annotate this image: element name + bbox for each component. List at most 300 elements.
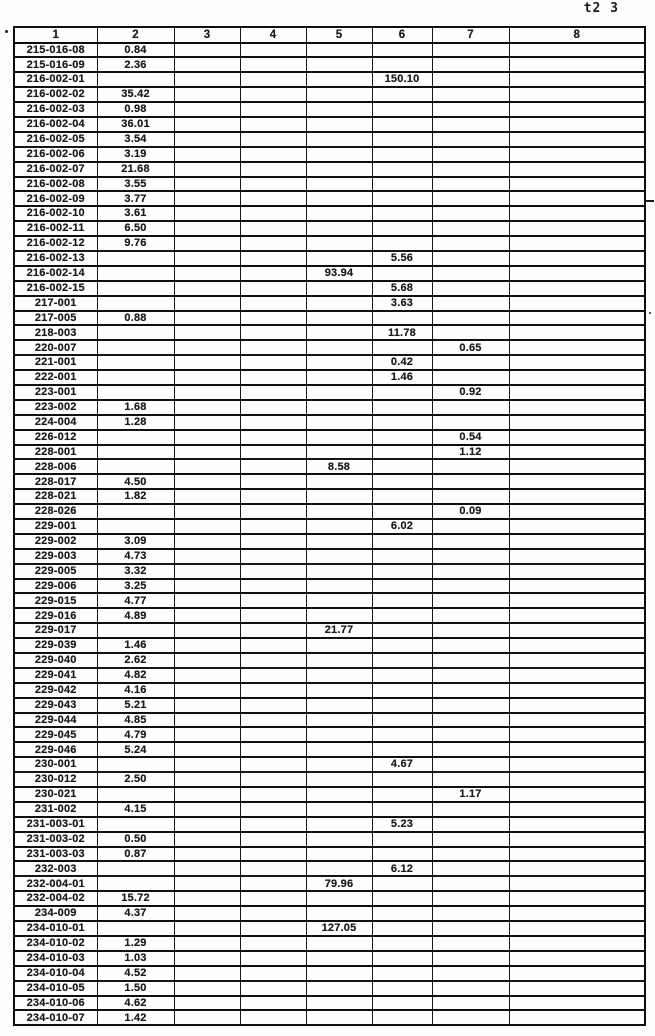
value-cell [306,489,372,504]
value-cell [509,534,645,549]
row-id-cell: 229-017 [14,623,97,638]
value-cell [432,608,509,623]
value-cell [240,981,306,996]
table-row [14,206,645,221]
row-id-cell: 226-012 [14,430,97,445]
value-cell [509,415,645,430]
row-id-cell: 232-003 [14,861,97,876]
row-id-cell: 216-002-11 [14,221,97,236]
value-cell [240,325,306,340]
table-row [14,87,645,102]
row-id-cell: 215-016-09 [14,57,97,72]
value-cell: 8.58 [306,459,372,474]
value-cell [240,966,306,981]
column-header-8: 8 [509,27,645,43]
value-cell [509,653,645,668]
value-cell [372,340,432,355]
value-cell [432,534,509,549]
row-id-cell: 232-004-02 [14,891,97,906]
table-row [14,489,645,504]
table-row [14,742,645,757]
value-cell [372,534,432,549]
value-cell [432,742,509,757]
row-id-cell: 216-002-05 [14,132,97,147]
value-cell [306,742,372,757]
value-cell [509,608,645,623]
row-id-cell: 229-016 [14,608,97,623]
value-cell [306,415,372,430]
row-id-cell: 230-012 [14,772,97,787]
table-row [14,147,645,162]
value-cell: 5.24 [97,742,174,757]
value-cell [174,221,240,236]
value-cell [509,727,645,742]
value-cell [174,474,240,489]
value-cell [306,206,372,221]
value-cell [509,102,645,117]
value-cell [174,757,240,772]
value-cell [509,206,645,221]
table-row [14,921,645,936]
value-cell: 2.36 [97,57,174,72]
value-cell: 4.50 [97,474,174,489]
value-cell [306,340,372,355]
value-cell [432,847,509,862]
value-cell: 4.82 [97,668,174,683]
row-id-cell: 216-002-01 [14,72,97,87]
value-cell [240,653,306,668]
value-cell: 4.15 [97,802,174,817]
value-cell [240,266,306,281]
value-cell [174,415,240,430]
value-cell [306,132,372,147]
value-cell [509,936,645,951]
value-cell [174,981,240,996]
value-cell: 3.32 [97,564,174,579]
value-cell: 127.05 [306,921,372,936]
value-cell [306,1010,372,1025]
table-row [14,355,645,370]
row-id-cell: 216-002-12 [14,236,97,251]
value-cell [509,72,645,87]
value-cell [240,772,306,787]
value-cell [306,370,372,385]
value-cell [240,102,306,117]
column-header-4: 4 [240,27,306,43]
value-cell: 0.42 [372,355,432,370]
value-cell: 0.88 [97,311,174,326]
value-cell [240,489,306,504]
table-body [14,43,645,1026]
value-cell [97,445,174,460]
row-id-cell: 220-007 [14,340,97,355]
value-cell [306,653,372,668]
value-cell [97,921,174,936]
value-cell [306,906,372,921]
value-cell [174,638,240,653]
value-cell [372,430,432,445]
value-cell [372,445,432,460]
value-cell [240,474,306,489]
value-cell [240,638,306,653]
value-cell [174,519,240,534]
value-cell [509,251,645,266]
row-id-cell: 234-010-07 [14,1010,97,1025]
value-cell [97,430,174,445]
value-cell [240,72,306,87]
column-header-7: 7 [432,27,509,43]
value-cell [432,459,509,474]
table-row [14,534,645,549]
value-cell [372,266,432,281]
value-cell [174,445,240,460]
value-cell [372,996,432,1011]
value-cell [432,191,509,206]
value-cell [372,713,432,728]
value-cell: 1.50 [97,981,174,996]
table-row [14,430,645,445]
value-cell [509,43,645,58]
value-cell [509,504,645,519]
value-cell [97,519,174,534]
row-id-cell: 229-006 [14,579,97,594]
value-cell [174,266,240,281]
value-cell [240,117,306,132]
value-cell [97,787,174,802]
table-row [14,817,645,832]
value-cell [432,951,509,966]
value-cell [432,177,509,192]
value-cell [240,191,306,206]
value-cell [432,1010,509,1025]
value-cell [372,311,432,326]
table-row [14,1010,645,1025]
table-row [14,638,645,653]
row-id-cell: 229-040 [14,653,97,668]
row-id-cell: 234-009 [14,906,97,921]
value-cell [432,876,509,891]
value-cell [372,400,432,415]
value-cell [174,742,240,757]
value-cell [240,162,306,177]
value-cell [174,787,240,802]
value-cell: 1.42 [97,1010,174,1025]
value-cell [97,385,174,400]
table-row [14,966,645,981]
table-row [14,981,645,996]
value-cell [174,802,240,817]
value-cell [174,355,240,370]
value-cell [432,296,509,311]
value-cell [174,996,240,1011]
value-cell [372,549,432,564]
row-id-cell: 232-004-01 [14,876,97,891]
value-cell [174,623,240,638]
row-id-cell: 229-045 [14,727,97,742]
value-cell [240,564,306,579]
value-cell [306,713,372,728]
value-cell [306,996,372,1011]
value-cell [432,147,509,162]
value-cell [240,1010,306,1025]
value-cell [372,981,432,996]
value-cell [509,593,645,608]
value-cell [240,757,306,772]
value-cell [306,191,372,206]
value-cell [240,251,306,266]
row-id-cell: 234-010-06 [14,996,97,1011]
table-row [14,385,645,400]
value-cell [240,177,306,192]
value-cell [509,966,645,981]
row-id-cell: 230-001 [14,757,97,772]
value-cell [509,519,645,534]
value-cell [372,683,432,698]
value-cell [306,966,372,981]
value-cell [174,936,240,951]
row-id-cell: 216-002-10 [14,206,97,221]
value-cell [306,891,372,906]
value-cell [306,593,372,608]
row-id-cell: 229-041 [14,668,97,683]
table-row [14,787,645,802]
value-cell: 5.68 [372,281,432,296]
value-cell: 4.62 [97,996,174,1011]
value-cell [240,891,306,906]
value-cell [306,608,372,623]
table-row [14,162,645,177]
value-cell [174,876,240,891]
value-cell: 36.01 [97,117,174,132]
row-id-cell: 216-002-02 [14,87,97,102]
value-cell [509,266,645,281]
table-row [14,236,645,251]
table-row [14,132,645,147]
row-id-cell: 234-010-03 [14,951,97,966]
value-cell [372,117,432,132]
value-cell [97,325,174,340]
value-cell [509,996,645,1011]
value-cell [432,117,509,132]
value-cell [372,385,432,400]
value-cell [174,772,240,787]
table-row [14,713,645,728]
value-cell [509,311,645,326]
value-cell [174,727,240,742]
value-cell [174,340,240,355]
value-cell: 4.85 [97,713,174,728]
value-cell [174,325,240,340]
table-row [14,757,645,772]
value-cell [306,981,372,996]
value-cell [306,638,372,653]
value-cell [432,966,509,981]
value-cell [240,430,306,445]
row-id-cell: 234-010-05 [14,981,97,996]
table-row [14,593,645,608]
value-cell [240,519,306,534]
value-cell [509,713,645,728]
value-cell [174,713,240,728]
value-cell: 4.52 [97,966,174,981]
value-cell [432,236,509,251]
row-id-cell: 217-001 [14,296,97,311]
value-cell [306,549,372,564]
header-row [14,27,645,43]
value-cell [432,564,509,579]
value-cell [240,132,306,147]
value-cell [509,355,645,370]
value-cell [174,847,240,862]
row-id-cell: 228-001 [14,445,97,460]
value-cell [509,445,645,460]
value-cell [372,504,432,519]
table-row [14,415,645,430]
value-cell [306,474,372,489]
value-cell [240,608,306,623]
value-cell [509,325,645,340]
value-cell [240,296,306,311]
value-cell [432,72,509,87]
data-table [13,26,646,1026]
value-cell [306,236,372,251]
row-id-cell: 231-003-02 [14,832,97,847]
table-row [14,608,645,623]
value-cell [372,698,432,713]
table-row [14,311,645,326]
value-cell [174,87,240,102]
value-cell: 150.10 [372,72,432,87]
value-cell [372,921,432,936]
value-cell [432,370,509,385]
row-id-cell: 217-005 [14,311,97,326]
table-row [14,340,645,355]
value-cell [306,400,372,415]
value-cell [372,87,432,102]
value-cell [306,43,372,58]
value-cell [306,668,372,683]
value-cell [306,504,372,519]
table-row [14,832,645,847]
value-cell: 3.61 [97,206,174,221]
value-cell [240,370,306,385]
value-cell [372,564,432,579]
value-cell [509,489,645,504]
table-row [14,177,645,192]
row-id-cell: 216-002-13 [14,251,97,266]
value-cell [97,623,174,638]
value-cell [97,817,174,832]
value-cell [432,832,509,847]
value-cell [174,698,240,713]
value-cell [174,549,240,564]
value-cell [306,57,372,72]
value-cell [509,236,645,251]
row-id-cell: 228-021 [14,489,97,504]
value-cell: 9.76 [97,236,174,251]
value-cell [509,385,645,400]
row-id-cell: 231-002 [14,802,97,817]
value-cell [509,623,645,638]
table-row [14,668,645,683]
value-cell [174,251,240,266]
value-cell [432,400,509,415]
value-cell [432,668,509,683]
value-cell [509,981,645,996]
value-cell [174,281,240,296]
value-cell [174,177,240,192]
value-cell [372,653,432,668]
value-cell [240,221,306,236]
value-cell: 0.87 [97,847,174,862]
value-cell [174,579,240,594]
value-cell [174,1010,240,1025]
value-cell [509,564,645,579]
table-row [14,847,645,862]
row-id-cell: 228-006 [14,459,97,474]
value-cell [509,296,645,311]
row-id-cell: 224-004 [14,415,97,430]
value-cell [432,325,509,340]
row-id-cell: 229-001 [14,519,97,534]
value-cell [174,102,240,117]
value-cell [306,147,372,162]
value-cell [509,579,645,594]
value-cell [240,57,306,72]
value-cell: 3.19 [97,147,174,162]
value-cell [372,936,432,951]
value-cell [97,370,174,385]
table-row [14,996,645,1011]
value-cell [240,147,306,162]
table-row [14,936,645,951]
value-cell [306,325,372,340]
value-cell [432,817,509,832]
value-cell [509,683,645,698]
value-cell [372,191,432,206]
scan-artifact-dash [645,200,654,202]
value-cell [509,191,645,206]
value-cell [372,638,432,653]
value-cell [306,87,372,102]
table-row [14,579,645,594]
value-cell [372,787,432,802]
value-cell [306,177,372,192]
value-cell: 0.54 [432,430,509,445]
value-cell [97,281,174,296]
value-cell [240,415,306,430]
value-cell [240,996,306,1011]
value-cell: 1.17 [432,787,509,802]
value-cell [509,906,645,921]
value-cell [372,772,432,787]
value-cell [240,787,306,802]
value-cell [432,981,509,996]
value-cell [509,549,645,564]
table-row [14,802,645,817]
value-cell [372,236,432,251]
value-cell [509,832,645,847]
value-cell [432,891,509,906]
table-row [14,504,645,519]
table-row [14,683,645,698]
row-id-cell: 230-021 [14,787,97,802]
value-cell [432,772,509,787]
value-cell [432,221,509,236]
row-id-cell: 216-002-06 [14,147,97,162]
table-row [14,296,645,311]
value-cell [306,861,372,876]
